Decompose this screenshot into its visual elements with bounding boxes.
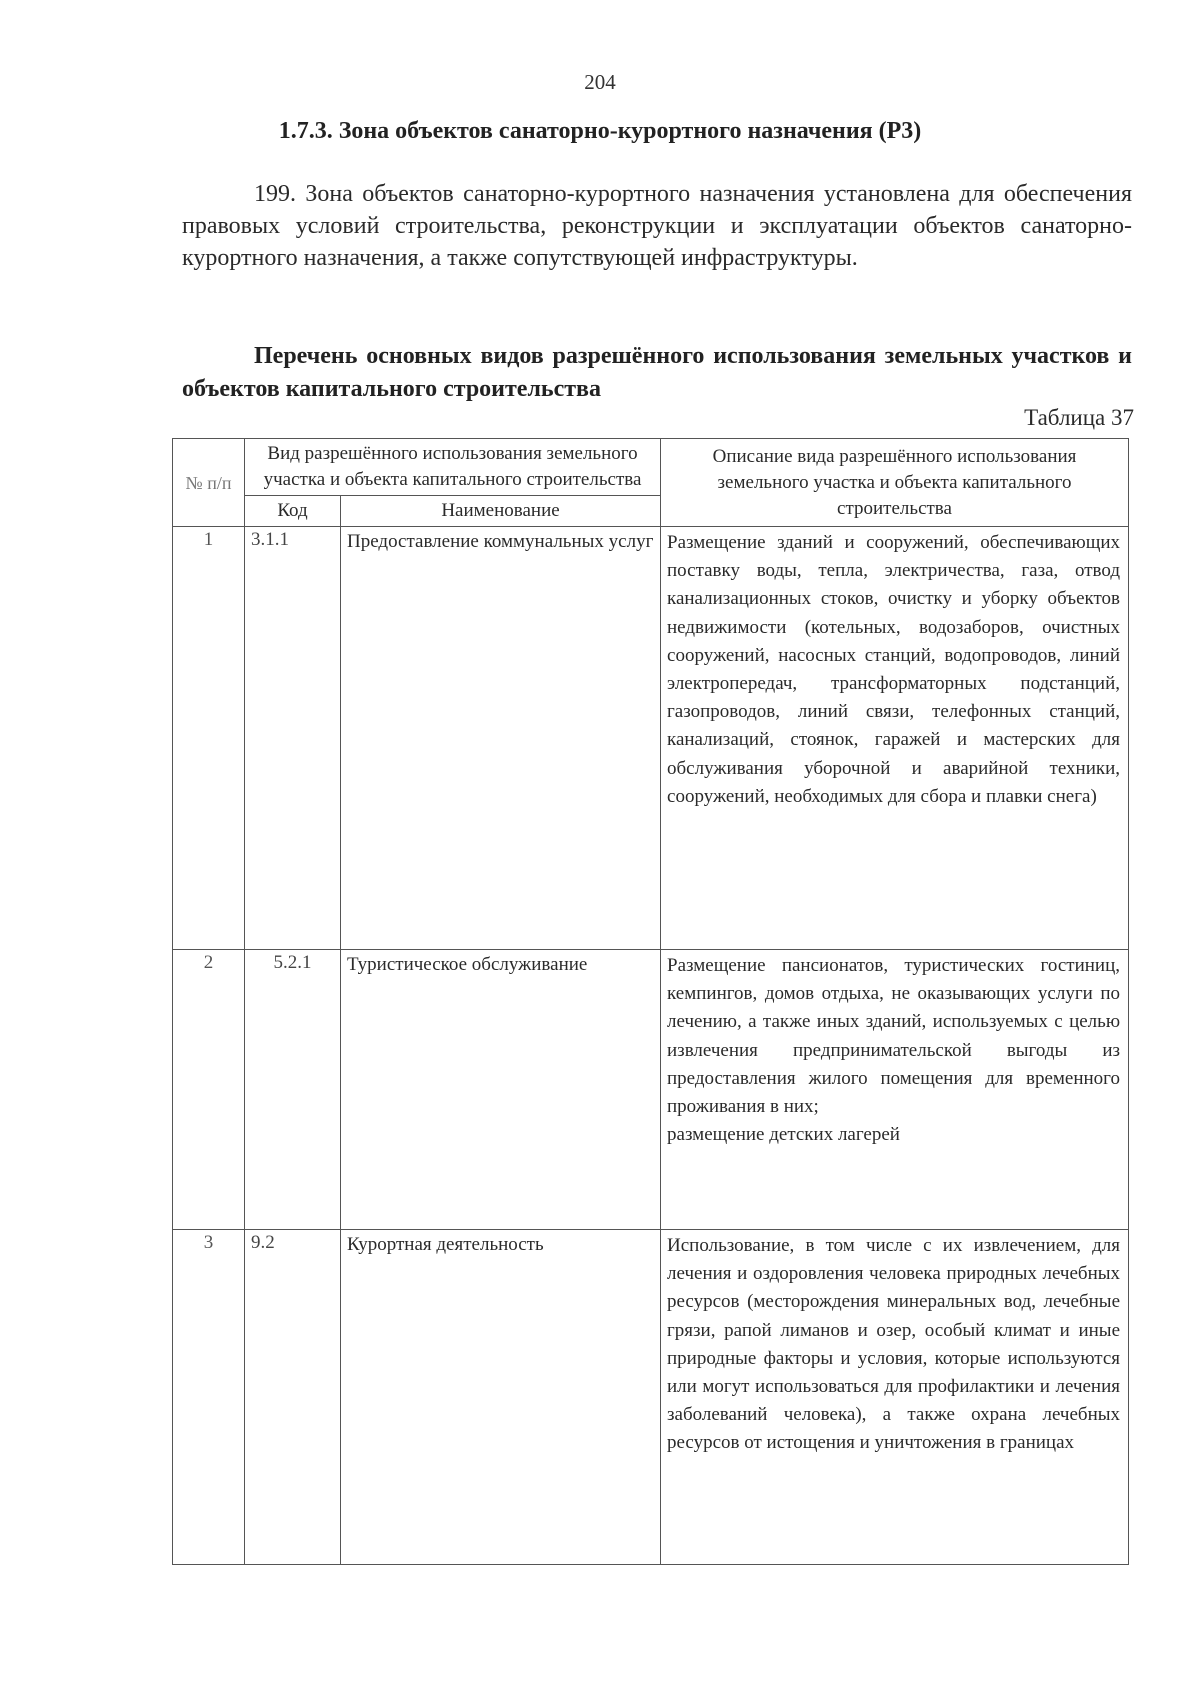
description-paragraph: Размещение зданий и сооружений, обеспечивающих поставку воды, тепла, электричества, газа, отвод канализационных стоков, очистку и уборку объектов недвижимости (котельных, водозаборов, очистных сооружений, насосных станций, водопроводов, линий электропередач, трансформаторных подстанций, газопроводов, линий связи, телефонных станций, канализаций, стоянок, гаражей и мастерских для обслуживания уборочной и аварийной техники, сооружений, необходимых для сбора и плавки снега) [667, 532, 1121, 807]
table-row [173, 950, 1129, 1230]
row-number: 2 [173, 950, 245, 1230]
header-code: Код [245, 496, 341, 527]
row-name: Туристическое обслуживание [341, 950, 661, 1230]
table-row [173, 527, 1129, 950]
list-heading: Перечень основных видов разрешённого использования земельных участков и объектов капитального строительства [182, 343, 1132, 402]
description-paragraph: Использование, в том числе с их извлечением, для лечения и оздоровления человека природных лечебных ресурсов (месторождения минеральных вод, лечебные грязи, рапой лиманов и озер, особый климат и иные природные факторы и условия, которые используются или могут использоваться для профилактики и лечения заболеваний человека), а также охрана лечебных ресурсов от истощения и уничтожения в границах [667, 1235, 1121, 1454]
header-number: № п/п [173, 439, 245, 527]
row-code: 9.2 [245, 1230, 341, 1565]
row-description [661, 950, 1129, 1230]
description-paragraph: размещение детских лагерей [667, 1124, 900, 1146]
header-name: Наименование [341, 496, 661, 527]
section-heading: 1.7.3. Зона объектов санаторно-курортного назначения (Р3) [278, 118, 922, 144]
row-code: 5.2.1 [245, 950, 341, 1230]
header-type-group: Вид разрешённого использования земельного участка и объекта капитального строительства [245, 439, 661, 496]
permitted-use-table [172, 438, 1129, 1565]
row-number: 1 [173, 527, 245, 950]
table-header-row [173, 439, 1129, 496]
page-number: 204 [584, 70, 616, 94]
row-name: Курортная деятельность [341, 1230, 661, 1565]
table-row [173, 1230, 1129, 1565]
row-description [661, 1230, 1129, 1565]
table-caption: Таблица 37 [1024, 405, 1134, 430]
description-paragraph: Размещение пансионатов, туристических гостиниц, кемпингов, домов отдыха, не оказывающих услуги по лечению, а также иных зданий, используемых с целью извлечения предпринимательской выгоды из предоставления жилого помещения для временного проживания в них; [667, 955, 1121, 1118]
row-number: 3 [173, 1230, 245, 1565]
row-name: Предоставление коммунальных услуг [341, 527, 661, 950]
row-code: 3.1.1 [245, 527, 341, 950]
header-description: Описание вида разрешённого использования земельного участка и объекта капитального строительства [661, 439, 1129, 527]
paragraph-199: 199. Зона объектов санаторно-курортного назначения установлена для обеспечения правовых условий строительства, реконструкции и эксплуатации объектов санаторно-курортного назначения, а также сопутствующей инфраструктуры. [182, 181, 1132, 271]
row-description [661, 527, 1129, 950]
